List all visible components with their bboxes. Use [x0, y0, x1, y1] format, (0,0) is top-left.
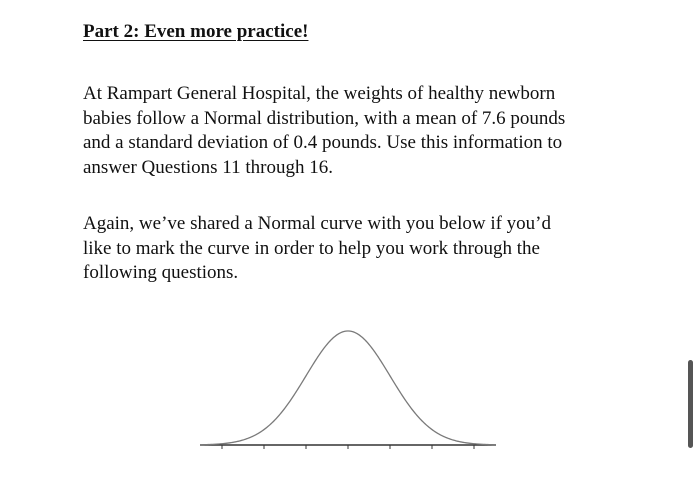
paragraph-line: answer Questions 11 through 16. — [83, 156, 333, 178]
paragraph-line: like to mark the curve in order to help you work through the — [83, 237, 540, 259]
problem-paragraph — [83, 82, 643, 180]
paragraph-line: and a standard deviation of 0.4 pounds. Use this information to — [83, 132, 563, 153]
scrollbar-thumb[interactable] — [688, 360, 693, 448]
instruction-paragraph — [83, 212, 643, 286]
normal-curve-figure — [196, 322, 500, 452]
normal-curve-line — [200, 331, 496, 445]
paragraph-line: following questions. — [83, 262, 239, 283]
paragraph-line: babies follow a Normal distribution, with a mean of 7.6 pounds — [83, 107, 566, 129]
paragraph-line: At Rampart General Hospital, the weights of healthy newborn — [83, 83, 556, 104]
section-heading: Part 2: Even more practice! — [83, 21, 309, 42]
paragraph-line: Again, we’ve shared a Normal curve with you below if you’d — [83, 213, 551, 234]
